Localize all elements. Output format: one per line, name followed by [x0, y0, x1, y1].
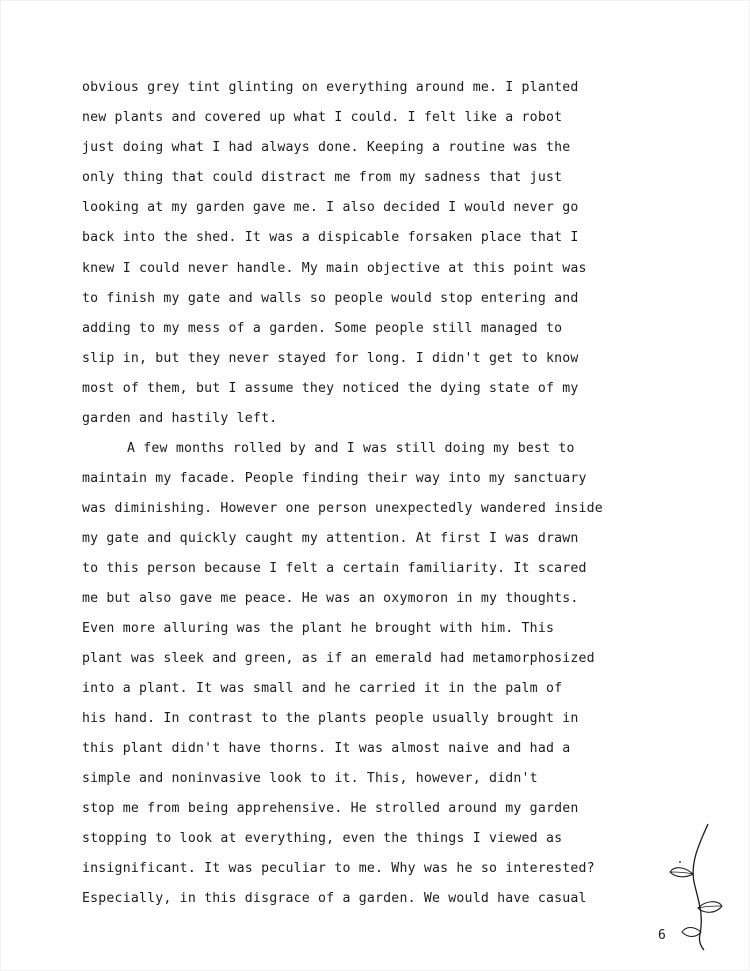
text-line: maintain my facade. People finding their way into my sanctuary	[82, 471, 587, 486]
text-line: into a plant. It was small and he carried it in the palm of	[82, 681, 563, 696]
text-line: to this person because I felt a certain familiarity. It scared	[82, 561, 587, 576]
text-line: only thing that could distract me from my sadness that just	[82, 170, 563, 185]
text-line: Especially, in this disgrace of a garden. We would have casual	[82, 891, 587, 906]
text-line: knew I could never handle. My main objective at this point was	[82, 261, 587, 276]
text-line: looking at my garden gave me. I also decided I would never go	[82, 200, 579, 215]
page-number: 6	[658, 928, 666, 943]
text-line: to finish my gate and walls so people would stop entering and	[82, 291, 579, 306]
text-line: slip in, but they never stayed for long. I didn't get to know	[82, 351, 579, 366]
text-line: my gate and quickly caught my attention. At first I was drawn	[82, 531, 579, 546]
text-line: simple and noninvasive look to it. This, however, didn't	[82, 771, 538, 786]
vine-sprout-icon	[660, 822, 730, 952]
text-line: me but also gave me peace. He was an oxymoron in my thoughts.	[82, 591, 579, 606]
text-line: Even more alluring was the plant he brought with him. This	[82, 621, 555, 636]
text-line: plant was sleek and green, as if an emerald had metamorphosized	[82, 651, 595, 666]
paragraph-first-line: A few months rolled by and I was still doing my best to	[127, 441, 575, 456]
text-line: adding to my mess of a garden. Some people still managed to	[82, 321, 563, 336]
text-line: garden and hastily left.	[82, 411, 278, 426]
text-line: back into the shed. It was a dispicable forsaken place that I	[82, 230, 579, 245]
text-line: just doing what I had always done. Keeping a routine was the	[82, 140, 571, 155]
text-line: was diminishing. However one person unexpectedly wandered inside	[82, 501, 603, 516]
text-line: stopping to look at everything, even the things I viewed as	[82, 831, 563, 846]
text-line: obvious grey tint glinting on everything around me. I planted	[82, 80, 579, 95]
text-line: most of them, but I assume they noticed the dying state of my	[82, 381, 579, 396]
text-line: his hand. In contrast to the plants people usually brought in	[82, 711, 579, 726]
text-line: insignificant. It was peculiar to me. Why was he so interested?	[82, 861, 595, 876]
text-line: stop me from being apprehensive. He strolled around my garden	[82, 801, 579, 816]
text-line: new plants and covered up what I could. I felt like a robot	[82, 110, 563, 125]
text-line: this plant didn't have thorns. It was almost naive and had a	[82, 741, 571, 756]
